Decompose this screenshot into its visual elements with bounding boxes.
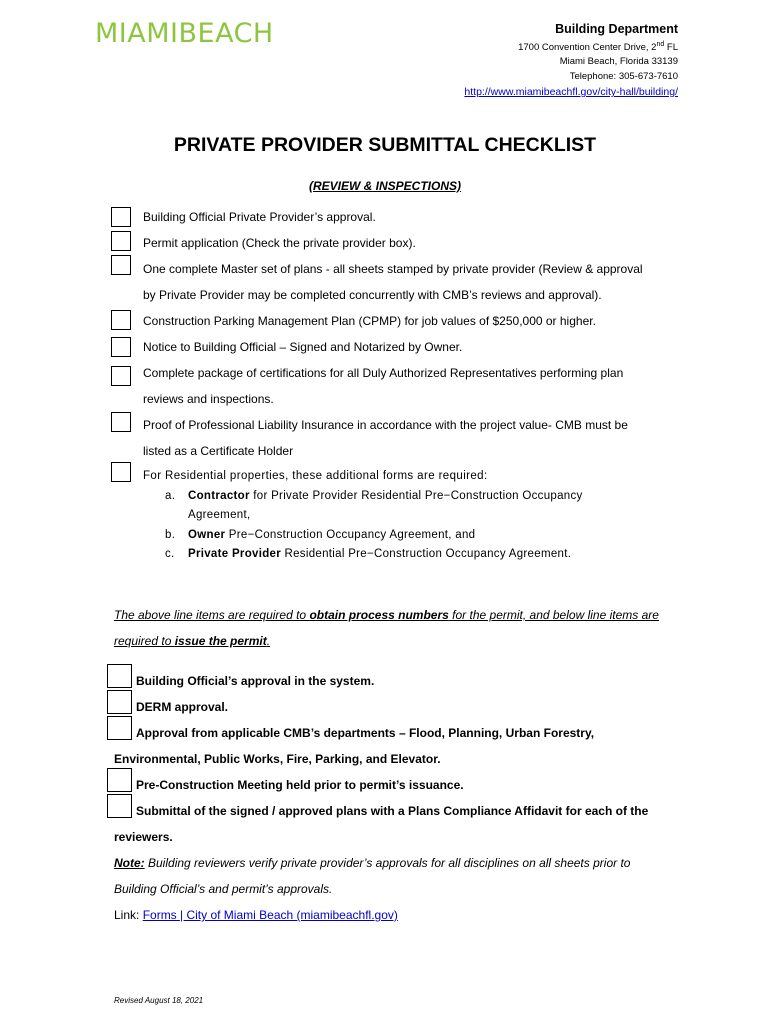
item-certifications-line1: Complete package of certifications for all Duly Authorized Representatives performing plan [143, 366, 624, 380]
item-cmb-departments-line1: Approval from applicable CMB’s departments – Flood, Planning, Urban Forestry, [136, 726, 595, 740]
sub-item-owner-rest: Pre−Construction Occupancy Agreement, and [225, 529, 476, 541]
item-insurance-line2: listed as a Certificate Holder [143, 444, 294, 458]
checkbox-master-plans[interactable] [111, 255, 131, 275]
reviewer-note-line2: Building Official’s and permit’s approvals. [114, 882, 333, 896]
sub-item-contractor-bold: Contractor [188, 490, 250, 502]
sub-item-contractor-rest: for Private Provider Residential Pre−Construction Occupancy [249, 490, 583, 502]
process-note-text-c: for the permit, and below line items are [448, 608, 659, 622]
item-official-approval: Building Official’s approval in the system. [136, 674, 375, 688]
item-cpmp: Construction Parking Management Plan (CPMP) for job values of $250,000 or higher. [143, 314, 596, 328]
address-line-2: Miami Beach, Florida 33139 [559, 56, 678, 67]
sub-item-private-provider-bold: Private Provider [188, 548, 282, 560]
item-signed-plans-line2: reviewers. [114, 830, 173, 844]
process-note-text-a: The above line items are required to [114, 608, 310, 622]
item-cmb-departments-line2: Environmental, Public Works, Fire, Parking, and Elevator. [114, 752, 441, 766]
process-note-line1 [114, 608, 659, 622]
item-residential: For Residential properties, these additional forms are required: [143, 470, 488, 482]
department-name: Building Department [555, 22, 678, 36]
checkbox-cmb-departments[interactable] [107, 716, 132, 740]
process-note-text-d: required to [114, 634, 175, 648]
sub-item-letter-a: a. [165, 490, 176, 502]
address-sup: nd [656, 41, 665, 48]
forms-link[interactable]: Forms | City of Miami Beach (miamibeachfl.gov) [142, 908, 398, 922]
checkbox-cpmp[interactable] [111, 310, 131, 330]
item-master-plans-line2: by Private Provider may be completed concurrently with CMB’s reviews and approval). [143, 288, 602, 302]
item-provider-approval: Building Official Private Provider’s approval. [143, 210, 376, 224]
sub-item-private-provider-rest: Residential Pre−Construction Occupancy Agreement. [281, 548, 572, 560]
item-master-plans-line1: One complete Master set of plans - all sheets stamped by private provider (Review & approval [143, 262, 643, 276]
page-subtitle: (REVIEW & INSPECTIONS) [308, 179, 461, 193]
checkbox-insurance[interactable] [111, 412, 131, 432]
item-derm: DERM approval. [136, 700, 229, 714]
sub-item-private-provider [188, 548, 571, 560]
checkbox-residential[interactable] [111, 462, 131, 482]
sub-item-contractor-line2: Agreement, [188, 509, 251, 521]
checkbox-provider-approval[interactable] [111, 207, 131, 227]
forms-link-row [114, 908, 398, 922]
item-signed-plans-line1: Submittal of the signed / approved plans with a Plans Compliance Affidavit for each of the [136, 804, 649, 818]
page-title: PRIVATE PROVIDER SUBMITTAL CHECKLIST [173, 134, 597, 156]
checkbox-notice[interactable] [111, 337, 131, 357]
reviewer-note-text: Building reviewers verify private provider’s approvals for all disciplines on all sheets prior to [144, 856, 631, 870]
logo-text-miami: MIAMI [95, 18, 179, 49]
item-preconstruction: Pre-Construction Meeting held prior to permit’s issuance. [136, 778, 464, 792]
logo-text-beach: BEACH [178, 18, 274, 49]
item-insurance-line1: Proof of Professional Liability Insurance in accordance with the project value- CMB must be [143, 418, 628, 432]
item-certifications-line2: reviews and inspections. [143, 392, 274, 406]
checkbox-official-approval[interactable] [107, 664, 132, 688]
process-note-bold-e: issue the permit [174, 634, 267, 648]
checkbox-signed-plans[interactable] [107, 794, 132, 818]
building-url-link[interactable]: http://www.miamibeachfl.gov/city-hall/building/ [464, 86, 678, 98]
sub-item-contractor [188, 490, 583, 502]
sub-item-letter-b: b. [165, 529, 176, 541]
item-permit-application: Permit application (Check the private provider box). [143, 236, 416, 250]
address-line-1 [518, 41, 678, 53]
telephone: Telephone: 305-673-7610 [569, 71, 678, 82]
checkbox-certifications[interactable] [111, 366, 131, 386]
process-note-bold-b: obtain process numbers [309, 608, 449, 622]
checkbox-permit-application[interactable] [111, 231, 131, 251]
process-note-text-f: . [266, 634, 271, 648]
process-note-line2 [114, 634, 270, 648]
miami-beach-logo [95, 18, 274, 49]
checkbox-derm[interactable] [107, 690, 132, 714]
sub-item-owner-bold: Owner [188, 529, 226, 541]
reviewer-note-line1 [114, 856, 630, 870]
forms-link-label: Link: [114, 908, 143, 922]
checkbox-preconstruction[interactable] [107, 768, 132, 792]
sub-item-letter-c: c. [165, 548, 175, 560]
address-street: 1700 Convention Center Drive, 2 [518, 42, 657, 54]
address-floor: FL [664, 42, 678, 54]
reviewer-note-label: Note: [114, 856, 145, 870]
sub-item-owner [188, 529, 475, 541]
item-notice: Notice to Building Official – Signed and Notarized by Owner. [143, 340, 463, 354]
revision-footer: Revised August 18, 2021 [114, 996, 204, 1005]
